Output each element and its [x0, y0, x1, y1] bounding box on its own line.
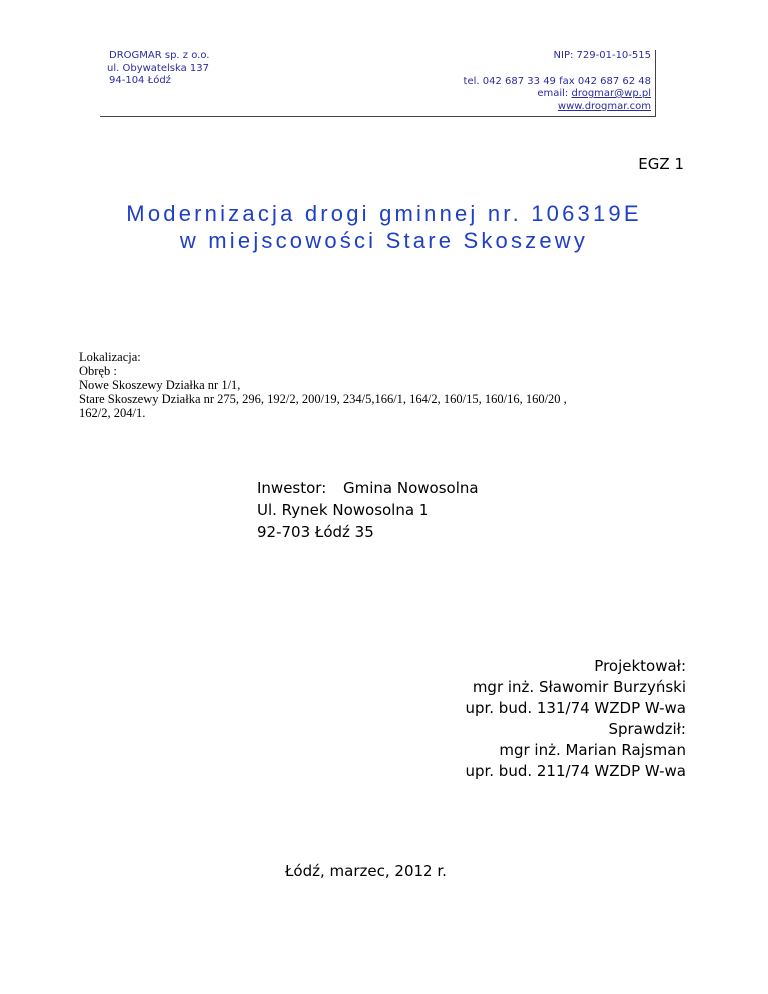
email-label: email:: [537, 88, 572, 99]
investor-label: Inwestor:: [257, 479, 327, 497]
location-line: 162/2, 204/1.: [79, 406, 146, 420]
email-link[interactable]: drogmar@wp.pl: [571, 88, 651, 99]
header-spacer: [464, 63, 651, 76]
place-date: Łódź, marzec, 2012 r.: [285, 862, 447, 880]
header-divider-horizontal: [100, 116, 656, 117]
company-city: 94-104 Łódź: [109, 75, 171, 86]
location-line: Stare Skoszewy Działka nr 275, 296, 192/2, 200/19, 234/5,166/1, 164/2, 160/15, 160/16, 160/20 ,: [79, 392, 567, 406]
designer-name: mgr inż. Sławomir Burzyński: [472, 678, 686, 696]
checked-label: Sprawdził:: [608, 720, 686, 738]
investor-city: 92-703 Łódź 35: [257, 523, 374, 541]
location-block: [79, 350, 567, 420]
checker-name: mgr inż. Marian Rajsman: [499, 741, 686, 759]
contact-details: [464, 50, 651, 113]
company-name: DROGMAR sp. z o.o.: [109, 50, 210, 61]
location-line: Nowe Skoszewy Działka nr 1/1,: [79, 378, 241, 392]
designed-label: Projektował:: [594, 657, 686, 675]
location-label: Lokalizacja:: [79, 350, 141, 364]
company-street: ul. Obywatelska 137: [107, 62, 209, 74]
investor-name-line: [257, 477, 479, 499]
designer-license: upr. bud. 131/74 WZDP W-wa: [465, 699, 686, 717]
title-line-1: Modernizacja drogi gminnej nr. 106319E: [126, 201, 642, 226]
precinct-label: Obręb :: [79, 364, 117, 378]
investor-street: Ul. Rynek Nowosolna 1: [257, 501, 429, 519]
company-details: [107, 50, 209, 88]
company-nip: NIP: 729-01-10-515: [553, 50, 651, 61]
title-line-2: w miejscowości Stare Skoszewy: [179, 228, 589, 253]
document-title: [0, 200, 768, 254]
company-phone-fax: tel. 042 687 33 49 fax 042 687 62 48: [463, 75, 651, 87]
investor-name: Gmina Nowosolna: [343, 479, 479, 497]
investor-block: [257, 477, 479, 543]
authors-block: [465, 656, 686, 782]
checker-license: upr. bud. 211/74 WZDP W-wa: [465, 762, 686, 780]
company-email-line: [464, 88, 651, 101]
copy-number: EGZ 1: [638, 155, 684, 173]
website-link[interactable]: www.drogmar.com: [557, 100, 651, 112]
header-divider-vertical: [655, 50, 656, 116]
